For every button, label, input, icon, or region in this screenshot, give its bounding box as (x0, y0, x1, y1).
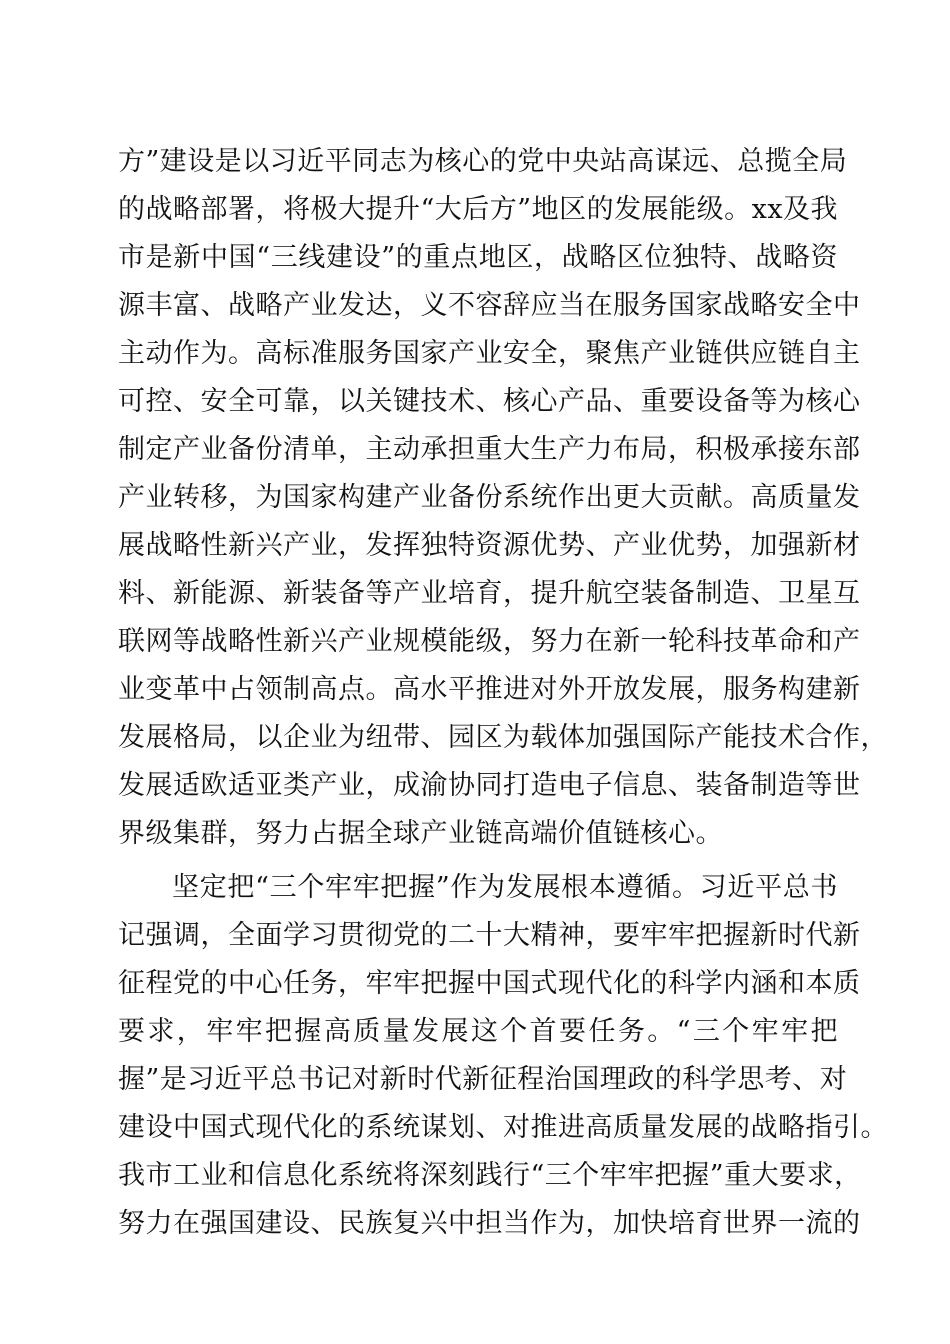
paragraph1-line-7: 制定产业备份清单，主动承担重大生产力布局，积极承接东部 (118, 434, 861, 465)
paragraph1-line-8: 产业转移，为国家构建产业备份系统作出更大贡献。高质量发 (118, 482, 861, 513)
paragraph1-line-11: 联网等战略性新兴产业规模能级，努力在新一轮科技革命和产 (118, 626, 861, 657)
paragraph2-line-3: 征程党的中心任务，牢牢把握中国式现代化的科学内涵和本质 (118, 968, 861, 999)
paragraph1-line-10: 料、新能源、新装备等产业培育，提升航空装备制造、卫星互 (118, 578, 861, 609)
paragraph2-line-1: 坚定把“三个牢牢把握”作为发展根本遵循。习近平总书 (172, 872, 838, 903)
paragraph2-line-6: 建设中国式现代化的系统谋划、对推进高质量发展的战略指引。 (118, 1112, 888, 1143)
paragraph1-line-3: 市是新中国“三线建设”的重点地区，战略区位独特、战略资 (118, 242, 838, 273)
paragraph1-line-12: 业变革中占领制高点。高水平推进对外开放发展，服务构建新 (118, 674, 861, 705)
paragraph1-line-2: 的战略部署，将极大提升“大后方”地区的发展能级。xx及我 (118, 194, 839, 225)
paragraph2-line-5: 握”是习近平总书记对新时代新征程治国理政的科学思考、对 (118, 1064, 848, 1095)
paragraph1-line-4: 源丰富、战略产业发达，义不容辞应当在服务国家战略安全中 (118, 290, 861, 321)
paragraph2-line-7: 我市工业和信息化系统将深刻践行“三个牢牢把握”重大要求， (118, 1160, 862, 1191)
paragraph1-line-13: 发展格局，以企业为纽带、园区为载体加强国际产能技术合作， (118, 722, 888, 753)
paragraph1-line-15: 界级集群，努力占据全球产业链高端价值链核心。 (118, 818, 723, 849)
paragraph2-line-4: 要求，牢牢把握高质量发展这个首要任务。“三个牢牢把 (118, 1016, 838, 1047)
paragraph1-line-14: 发展适欧适亚类产业，成渝协同打造电子信息、装备制造等世 (118, 770, 861, 801)
paragraph2-line-2: 记强调，全面学习贯彻党的二十大精神，要牢牢把握新时代新 (118, 920, 861, 951)
paragraph1-line-6: 可控、安全可靠，以关键技术、核心产品、重要设备等为核心 (118, 386, 861, 417)
paragraph1-line-5: 主动作为。高标准服务国家产业安全，聚焦产业链供应链自主 (118, 338, 861, 369)
paragraph1-line-9: 展战略性新兴产业，发挥独特资源优势、产业优势，加强新材 (118, 530, 861, 561)
paragraph2-line-8: 努力在强国建设、民族复兴中担当作为，加快培育世界一流的 (118, 1208, 861, 1239)
paragraph1-line-1: 方”建设是以习近平同志为核心的党中央站高谋远、总揽全局 (118, 146, 848, 177)
